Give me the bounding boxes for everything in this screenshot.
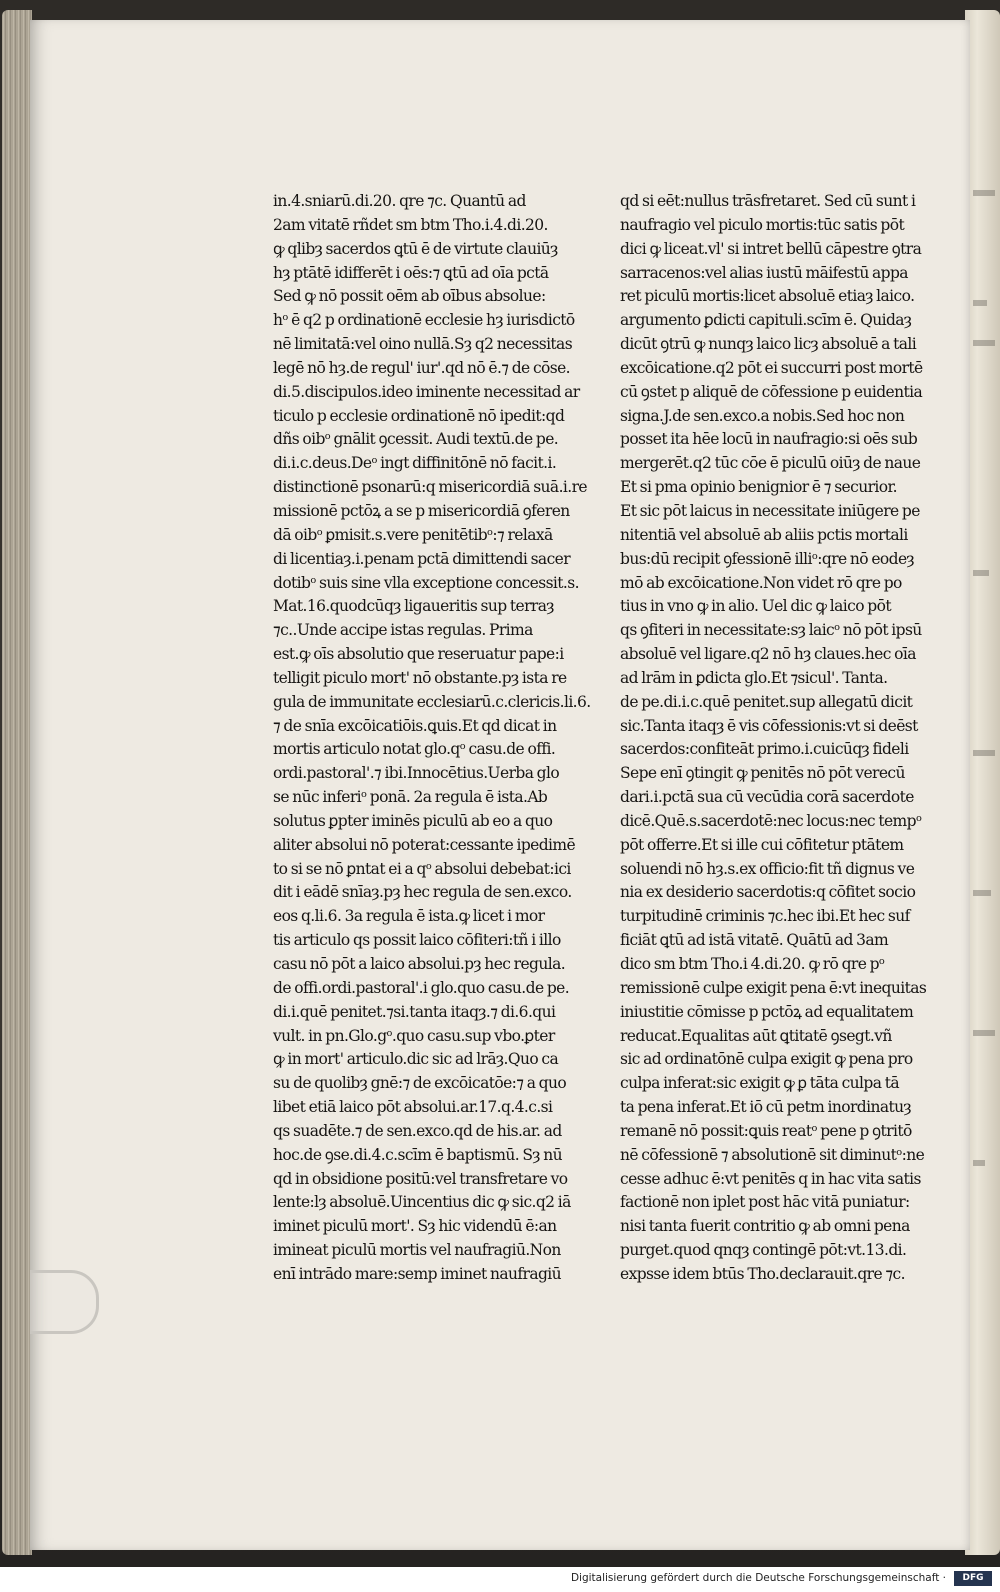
text-line: ad lrām in ꝑdicta glo.Et ⁊sicul'. Tanta. — [620, 668, 888, 687]
text-line: 2am vitatē rñdet sm btm Tho.i.4.di.20. — [273, 215, 548, 234]
text-line: aliter absolui nō poterat:cessante ipedimē — [273, 835, 576, 854]
text-line: ordi.pastoral'.⁊ ibi.Innocētius.Uerba glo — [273, 764, 560, 783]
text-line: gula de immunitate ecclesiarū.c.clericis.li.6. — [273, 692, 591, 711]
text-line: Sed ꝙ nō possit oēm ab oībus absolue: — [273, 287, 546, 306]
text-line: eos q.li.6. 3a regula ē ista.ꝙ licet i mor — [273, 907, 545, 926]
funding-note: Digitalisierung gefördert durch die Deutsche Forschungsgemeinschaft · — [570, 1572, 946, 1584]
text-line: enī intrādo mare:semp iminet naufragiū — [273, 1264, 562, 1283]
page-stack-edge — [2, 10, 32, 1555]
text-line: cū ꝯstet p aliquē de cōfessione p euidentia — [620, 382, 923, 401]
text-line: qs suadēte.⁊ de sen.exco.qd de his.ar. ad — [273, 1121, 562, 1140]
text-line: bus:dū recipit ꝯfessionē illiᵒ:qre nō eodeȝ — [620, 549, 915, 568]
text-line: turpitudinē criminis ⁊c.hec ibi.Et hec suf — [620, 907, 910, 926]
text-line: su de quolibȝ gnē:⁊ de excōicatōe:⁊ a quo — [273, 1074, 567, 1093]
text-line: di.i.c.deus.Deᵒ ingt diffinitōnē nō facit.i. — [273, 454, 557, 473]
text-line: nē limitatā:vel oino nullā.Sȝ q2 necessitas — [273, 335, 573, 354]
text-line: dicūt ꝯtrū ꝙ nunqȝ laico licȝ absoluē a tali — [620, 335, 917, 354]
text-line: dici ꝙ liceat.vl' si intret bellū cāpestre ꝯtra — [620, 239, 922, 258]
text-line: qs ꝯfiteri in necessitate:sȝ laicᵒ nō pōt ipsū — [620, 621, 922, 640]
text-line: factionē non iplet post hāc vitā puniatur: — [620, 1193, 910, 1212]
text-line: solutus ꝑpter iminēs piculū ab eo a quo — [273, 811, 553, 830]
text-line: distinctionē psonarū:q misericordiā suā.i.re — [273, 478, 587, 497]
text-line: ticulo p ecclesie ordinationē nō ipedit:qd — [273, 406, 565, 425]
text-line: sic ad ordinatōnē culpa exigit ꝙ pena pro — [620, 1050, 913, 1069]
text-line: de pe.di.i.c.quē penitet.sup allegatū dicit — [620, 692, 913, 711]
text-line: di.5.discipulos.ideo iminente necessitad ar — [273, 382, 580, 401]
text-line: sarracenos:vel alias iustū māifestū appa — [620, 263, 908, 282]
text-line: mō ab excōicatione.Non videt rō qre po — [620, 573, 902, 592]
text-line: dari.i.pctā sua cū vecūdia corā sacerdote — [620, 788, 914, 807]
text-line: absoluē vel ligare.q2 nō hȝ claues.hec oīa — [620, 645, 916, 664]
text-line: ⁊ de snīa excōicatiōis.ꝗuis.Et qd dicat in — [273, 716, 557, 735]
text-line: nia ex desiderio sacerdotis:q cōfitet socio — [620, 883, 916, 902]
text-line: tis articulo qs possit laico cōfiteri:tñ i illo — [273, 931, 561, 950]
adjacent-page-edge — [965, 10, 1000, 1555]
text-line: remissionē culpe exigit pena ē:vt inequitas — [620, 978, 927, 997]
text-line: dico sm btm Tho.i 4.di.20. ꝙ rō qre pᵒ — [620, 955, 885, 973]
text-line: sic.Tanta itaqȝ ē vis cōfessionis:vt si deēst — [620, 716, 918, 735]
text-line: mergerēt.q2 tūc cōe ē piculū oiūȝ de naue — [620, 454, 921, 473]
text-line: dā oibᵒ ꝑmisit.s.vere penitētibᵒ:⁊ relaxā — [273, 525, 553, 544]
text-line: iminet piculū mort'. Sȝ hic videndū ē:an — [273, 1217, 557, 1236]
left-text-column — [273, 190, 593, 1287]
book-page — [30, 20, 970, 1550]
text-line: missionē pctōꝝ a se p misericordiā ꝯferen — [273, 501, 570, 520]
text-line: expsse idem btūs Tho.declarauit.qre ⁊c. — [620, 1264, 905, 1283]
text-line: nē cōfessionē ⁊ absolutionē sit diminutᵒ:ne — [620, 1145, 925, 1164]
text-line: lente:lȝ absoluē.Uincentius dic ꝙ sic.q2 iā — [273, 1193, 571, 1212]
text-line: mortis articulo notat glo.qᵒ casu.de offi. — [273, 740, 556, 759]
text-line: cesse adhuc ē:vt penitēs q in hac vita satis — [620, 1169, 921, 1188]
text-line: Mat.16.quodcūqȝ ligaueritis sup terraȝ — [273, 597, 554, 616]
text-line: posset ita hēe locū in naufragio:si oēs sub — [620, 430, 918, 449]
text-line: Et si pma opinio benignior ē ⁊ securior. — [620, 478, 897, 497]
text-line: Sepe enī ꝯtingit ꝙ penitēs nō pōt verecū — [620, 764, 905, 783]
text-line: hoc.de ꝯse.di.4.c.scīm ē baptismū. Sȝ nū — [273, 1145, 562, 1164]
text-line: Et sic pōt laicus in necessitate iniūgere pe — [620, 501, 920, 520]
text-line: telligit piculo mort' nō obstante.pȝ ista re — [273, 668, 567, 687]
text-line: ret piculū mortis:licet absoluē etiaȝ laico. — [620, 287, 915, 306]
text-line: excōicatione.q2 pōt ei succurri post mortē — [620, 358, 923, 377]
text-line: ⁊c..Unde accipe istas regulas. Prima — [273, 621, 533, 640]
text-line: di.i.quē penitet.⁊si.tanta itaqȝ.⁊ di.6.qui — [273, 1002, 556, 1021]
text-line: sacerdos:confiteāt primo.i.cuicūqȝ fideli — [620, 740, 909, 759]
page-clip — [30, 1270, 99, 1334]
text-line: legē nō hȝ.de regul' iur'.qd nō ē.⁊ de cōse. — [273, 358, 571, 377]
text-line: iniustitie cōmisse p pctōꝝ ad equalitatem — [620, 1002, 914, 1021]
text-line: hȝ ptātē idifferēt i oēs:⁊ ꝗtū ad oīa pctā — [273, 263, 549, 282]
text-line: imineat piculū mortis vel naufragiū.Non — [273, 1241, 561, 1260]
right-text-column — [620, 190, 940, 1287]
text-line: dotibᵒ suis sine vlla exceptione concessit.s. — [273, 573, 579, 592]
text-line: de offi.ordi.pastoral'.i glo.quo casu.de pe. — [273, 978, 570, 997]
text-line: ꝙ in mort' articulo.dic sic ad lrāȝ.Quo ca — [273, 1050, 559, 1069]
text-line: vult. in pn.Glo.gᵒ.quo casu.sup vbo.ꝑter — [273, 1026, 555, 1045]
footer-bar — [0, 1567, 1000, 1592]
text-line: ta pena inferat.Et iō cū petm inordinatuȝ — [620, 1098, 912, 1117]
dfg-logo: DFG — [954, 1571, 992, 1586]
text-line: nitentiā vel absoluē ab aliis pctis mortali — [620, 525, 908, 544]
text-line: ꝙ qlibȝ sacerdos ꝗtū ē de virtute clauiūȝ — [273, 239, 558, 258]
text-line: est.ꝙ oīs absolutio que reseruatur pape:i — [273, 645, 564, 664]
text-line: reducat.Equalitas aūt ꝗtitatē ꝯsegt.vñ — [620, 1026, 892, 1045]
text-line: di licentiaȝ.i.penam pctā dimittendi sacer — [273, 549, 571, 568]
text-line: dñs oibᵒ gnālit ꝯcessit. Audi textū.de pe. — [273, 430, 559, 449]
text-line: purget.quod qnqȝ contingē pōt:vt.13.di. — [620, 1241, 907, 1260]
text-line: casu nō pōt a laico absolui.pȝ hec regula. — [273, 955, 566, 973]
text-line: argumento ꝑdicti capituli.scīm ē. Quidaȝ — [620, 311, 912, 330]
text-line: culpa inferat:sic exigit ꝙ ꝑ tāta culpa tā — [620, 1074, 899, 1093]
text-line: se nūc inferiᵒ ponā. 2a regula ē ista.Ab — [273, 788, 548, 807]
text-line: signa.J.de sen.exco.a nobis.Sed hoc non — [620, 406, 905, 425]
text-line: nisi tanta fuerit contritio ꝙ ab omni pena — [620, 1217, 910, 1236]
text-line: soluendi nō hȝ.s.ex officio:fit tñ dignus ve — [620, 859, 915, 878]
text-line: libet etiā laico pōt absolui.ar.17.q.4.c.si — [273, 1098, 553, 1117]
text-line: remanē nō possit:ꝗuis reatᵒ pene p ꝯtritō — [620, 1121, 912, 1140]
text-line: ficiāt ꝗtū ad istā vitatē. Quātū ad 3am — [620, 931, 889, 950]
text-line: qd si eēt:nullus trāsfretaret. Sed cū sunt i — [620, 192, 916, 210]
text-line: in.4.sniarū.di.20. qre ⁊c. Quantū ad — [273, 192, 526, 210]
text-line: to si se nō ꝑntat ei a qᵒ absolui debebat:ici — [273, 859, 571, 878]
text-line: qd in obsidione positū:vel transfretare vo — [273, 1169, 568, 1188]
text-line: hᵒ ē q2 p ordinationē ecclesie hȝ iurisdictō — [273, 311, 575, 330]
text-line: naufragio vel piculo mortis:tūc satis pōt — [620, 215, 905, 234]
text-line: dit i eādē snīaȝ.pȝ hec regula de sen.exco. — [273, 883, 572, 902]
text-line: pōt offerre.Et si ille cui cōfitetur ptātem — [620, 835, 904, 854]
text-line: tius in vno ꝙ in alio. Uel dic ꝙ laico pōt — [620, 597, 891, 616]
text-line: dicē.Quē.s.sacerdotē:nec locus:nec tempᵒ — [620, 811, 922, 830]
